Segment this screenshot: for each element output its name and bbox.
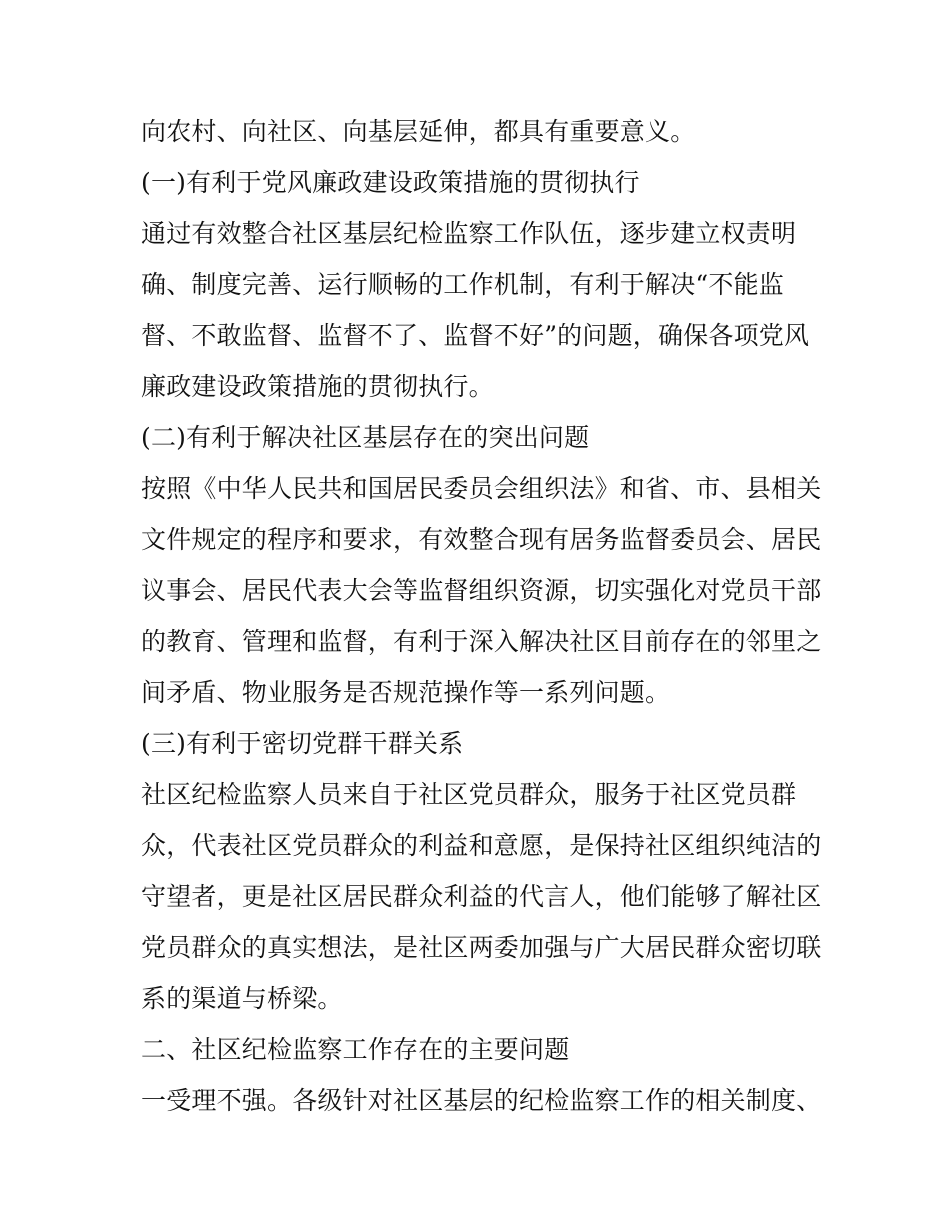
text-line: 众，代表社区党员群众的利益和意愿，是保持社区组织纯洁的 [141,831,822,860]
section-heading-2: (二)有利于解决社区基层存在的突出问题 [141,423,590,452]
section-heading-1: (一)有利于党风廉政建设政策措施的贯彻执行 [141,168,640,197]
text-line: 向农村、向社区、向基层延伸，都具有重要意义。 [141,117,696,146]
text-line: 一受理不强。各级针对社区基层的纪检监察工作的相关制度、 [141,1086,822,1115]
document-body [141,106,831,1126]
section-heading-3: (三)有利于密切党群干群关系 [141,729,464,758]
text-line: 议事会、居民代表大会等监督组织资源，切实强化对党员干部 [141,576,822,605]
text-line: 确、制度完善、运行顺畅的工作机制，有利于解决“不能监 [141,270,784,299]
text-line: 通过有效整合社区基层纪检监察工作队伍，逐步建立权责明 [141,219,797,248]
text-line: 督、不敢监督、监督不了、监督不好”的问题，确保各项党风 [141,321,810,350]
text-line: 社区纪检监察人员来自于社区党员群众，服务于社区党员群 [141,780,797,809]
text-line: 廉政建设政策措施的贯彻执行。 [141,372,494,401]
text-line: 系的渠道与桥梁。 [141,984,343,1013]
text-line: 党员群众的真实想法，是社区两委加强与广大居民群众密切联 [141,933,822,962]
text-line: 守望者，更是社区居民群众利益的代言人，他们能够了解社区 [141,882,822,911]
text-line: 按照《中华人民共和国居民委员会组织法》和省、市、县相关 [141,474,822,503]
text-line: 的教育、管理和监督，有利于深入解决社区目前存在的邻里之 [141,627,822,656]
text-line: 间矛盾、物业服务是否规范操作等一系列问题。 [141,678,671,707]
chapter-heading: 二、社区纪检监察工作存在的主要问题 [141,1035,570,1064]
text-line: 文件规定的程序和要求，有效整合现有居务监督委员会、居民 [141,525,822,554]
